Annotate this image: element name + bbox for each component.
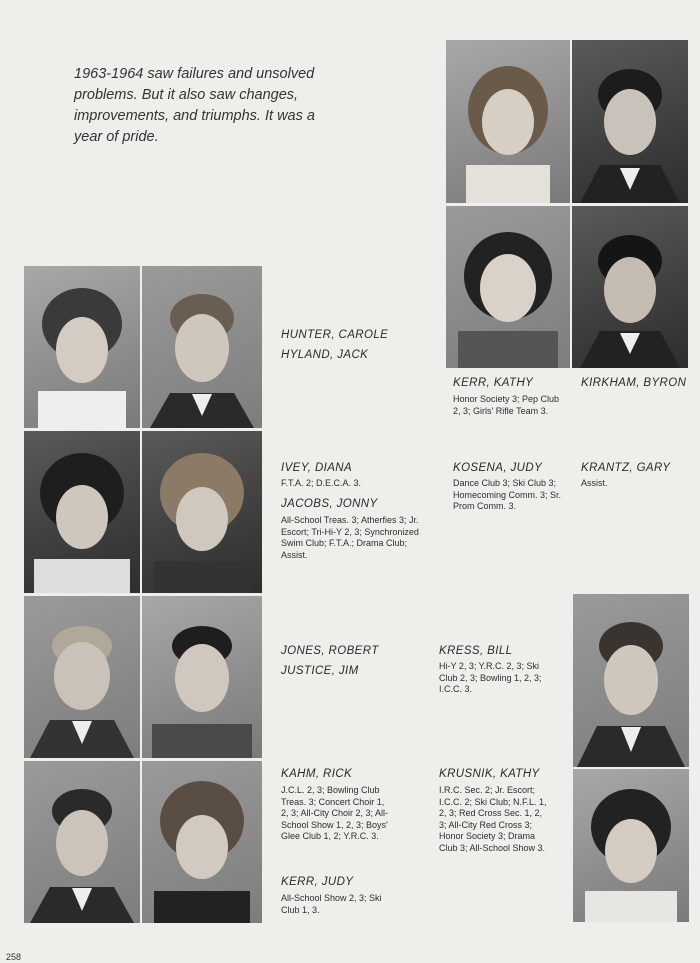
page-number: 258 xyxy=(6,952,22,962)
portrait-kerr-kathy xyxy=(446,206,570,368)
name-krusnik-kathy: KRUSNIK, KATHY xyxy=(439,768,540,780)
name-krantz-gary: KRANTZ, GARY xyxy=(581,462,671,474)
name-ivey-diana: IVEY, DIANA xyxy=(281,462,353,474)
portrait-kahm-rick xyxy=(24,761,140,923)
portrait-jacobs-jonny xyxy=(142,431,262,593)
name-jacobs-jonny: JACOBS, JONNY xyxy=(281,498,378,510)
name-kerr-judy: KERR, JUDY xyxy=(281,876,354,888)
activities-kahm-rick: J.C.L. 2, 3; Bowling Club Treas. 3; Concert Choir 1, 2, 3; All-City Choir 2, 3; All-School Show 1, 2, 3; Boys' Glee Club 1, 2; Y.R.C. 3. xyxy=(281,785,389,841)
activities-ivey-diana: F.T.A. 2; D.E.C.A. 3. xyxy=(281,478,362,488)
portrait-jones-robert xyxy=(24,596,140,758)
activities-kosena-judy: Dance Club 3; Ski Club 3; Homecoming Comm. 3; Sr. Prom Comm. 3. xyxy=(453,478,562,511)
portrait-kerr-judy xyxy=(142,761,262,923)
name-kosena-judy: KOSENA, JUDY xyxy=(453,462,543,474)
activities-krusnik-kathy: I.R.C. Sec. 2; Jr. Escort; I.C.C. 2; Ski Club; N.F.L. 1, 2, 3; Red Cross Sec. 1, 2, 3; All-City Red Cross 3; Honor Society 3; Drama Club 3; All-School Show 3. xyxy=(439,785,547,853)
name-kress-bill: KRESS, BILL xyxy=(439,645,513,657)
activities-kress-bill: Hi-Y 2, 3; Y.R.C. 2, 3; Ski Club 2, 3; Bowling 1, 2, 3; I.C.C. 3. xyxy=(439,661,542,694)
intro-text: 1963-1964 saw failures and unsolved problems. But it also saw changes, improvements, and triumphs. It was a year of pride. xyxy=(74,66,315,145)
name-kahm-rick: KAHM, RICK xyxy=(281,768,353,780)
activities-kerr-kathy: Honor Society 3; Pep Club 2, 3; Girls' Rifle Team 3. xyxy=(453,394,560,416)
activities-kerr-judy: All-School Show 2, 3; Ski Club 1, 3. xyxy=(281,893,382,915)
name-hyland-jack: HYLAND, JACK xyxy=(281,349,369,361)
name-justice-jim: JUSTICE, JIM xyxy=(281,665,359,677)
name-jones-robert: JONES, ROBERT xyxy=(281,645,379,657)
name-kerr-kathy: KERR, KATHY xyxy=(453,377,534,389)
portrait-kirkham-byron xyxy=(572,206,688,368)
portrait-kress-bill xyxy=(573,594,689,767)
name-kirkham-byron: KIRKHAM, BYRON xyxy=(581,377,687,389)
portrait-krusnik-kathy xyxy=(573,769,689,922)
activities-jacobs-jonny: All-School Treas. 3; Atherfies 3; Jr. Escort; Tri-Hi-Y 2, 3; Synchronized Swim Club; F.T.A.; Drama Club; Assist. xyxy=(281,515,419,560)
portrait-kerr-kathy-top xyxy=(446,40,570,203)
portrait-hyland-jack xyxy=(142,266,262,428)
name-hunter-carole: HUNTER, CAROLE xyxy=(281,329,389,341)
portrait-ivey-diana xyxy=(24,431,140,593)
portrait-justice-jim xyxy=(142,596,262,758)
portrait-hunter-carole xyxy=(24,266,140,428)
activities-krantz-gary: Assist. xyxy=(581,478,608,488)
portrait-top-right-1 xyxy=(572,40,688,203)
